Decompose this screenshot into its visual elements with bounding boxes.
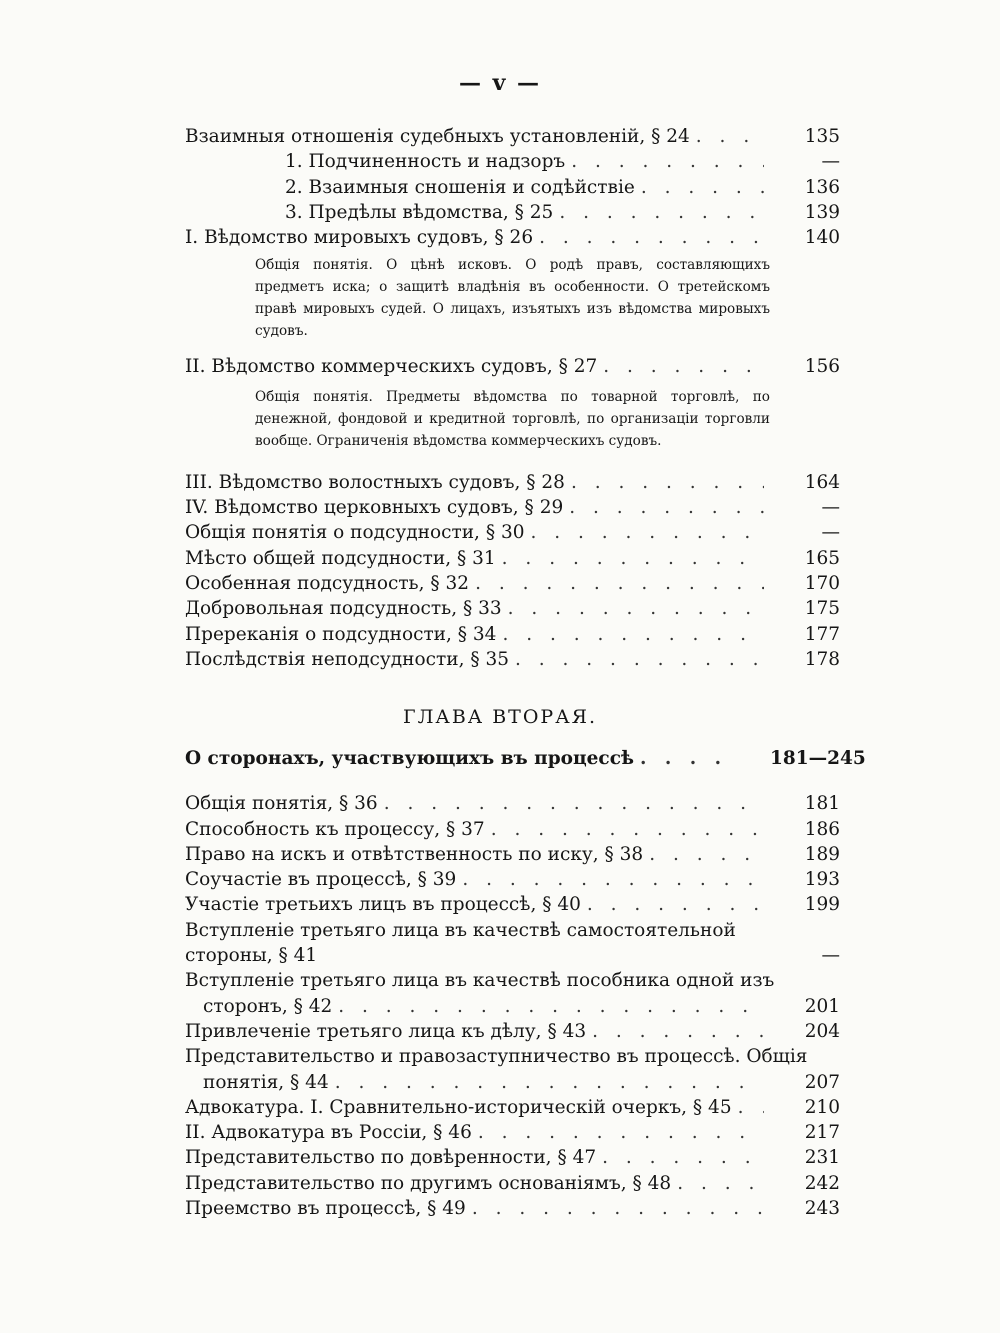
section-title: О сторонахъ, участвующихъ въ процессѣ xyxy=(185,748,634,769)
toc-title: Способность къ процессу, § 37 xyxy=(185,818,485,840)
toc-page: 201 xyxy=(804,995,840,1017)
toc-row xyxy=(185,200,840,225)
section-pages: 181—245 xyxy=(770,748,866,769)
page-number: — v — xyxy=(458,70,542,96)
toc-page: 189 xyxy=(804,843,840,865)
toc-page: 231 xyxy=(804,1147,840,1169)
toc-page: 204 xyxy=(804,1020,840,1042)
toc-title: Право на искъ и отвѣтственность по иску, § 38 xyxy=(185,843,644,865)
toc-row xyxy=(185,596,840,621)
toc-title-cont: понятія, § 44 xyxy=(203,1071,329,1093)
toc-row xyxy=(185,571,840,596)
toc-title: Представительство и правозаступничество въ процессѣ. Общія xyxy=(185,1046,808,1068)
toc-title: Адвокатура. I. Сравнительно-историческій очеркъ, § 45 xyxy=(185,1096,732,1118)
toc-page: 207 xyxy=(804,1071,840,1093)
toc-page: 210 xyxy=(804,1096,840,1118)
toc-row-line1 xyxy=(185,968,840,993)
toc-title: 2. Взаимныя сношенія и содѣйствіе xyxy=(285,176,635,198)
toc-title: I. Вѣдомство мировыхъ судовъ, § 26 xyxy=(185,227,534,249)
toc-row xyxy=(185,918,840,969)
toc-title: Послѣдствія неподсудности, § 35 xyxy=(185,648,510,670)
toc-page: 136 xyxy=(804,176,840,198)
toc-row xyxy=(185,225,840,250)
toc-title: Вступленіе третьяго лица въ качествѣ пособника одной изъ xyxy=(185,970,775,992)
toc-section-title-row xyxy=(185,746,866,771)
toc-title: Мѣсто общей подсудности, § 31 xyxy=(185,547,496,569)
toc-page: 170 xyxy=(804,572,840,594)
toc-page: 217 xyxy=(804,1122,840,1144)
toc-row-line2 xyxy=(185,1070,840,1095)
toc-title: Общія понятія о подсудности, § 30 xyxy=(185,522,525,544)
toc-row xyxy=(185,817,840,842)
toc-row xyxy=(185,149,840,174)
toc-page: — xyxy=(821,151,840,173)
toc-page: 140 xyxy=(804,227,840,249)
toc-page: 181 xyxy=(804,793,840,815)
toc-page: 193 xyxy=(804,869,840,891)
toc-title: Вступленіе третьяго лица въ качествѣ самостоятельной стороны, § 41 xyxy=(185,919,736,967)
toc-title: Соучастіе въ процессѣ, § 39 xyxy=(185,869,457,891)
toc-note: Общія понятія. Предметы вѣдомства по товарной торговлѣ, по денежной, фондовой и кредитной торговлѣ, по организаціи торговли вообще. Ограниченія вѣдомства коммерческихъ судовъ. xyxy=(255,388,770,449)
toc-row xyxy=(185,546,840,571)
toc-title: 3. Предѣлы вѣдомства, § 25 xyxy=(285,201,554,223)
toc-page: — xyxy=(821,497,840,519)
toc-page: 177 xyxy=(804,623,840,645)
toc-row-line1 xyxy=(185,1044,840,1069)
toc-note: Общія понятія. О цѣнѣ исковъ. О родѣ правъ, составляющихъ предметъ иска; о защитѣ владѣнія въ особенности. О третейскомъ правѣ мировыхъ судей. О лицахъ, изъятыхъ изъ вѣдомства мировыхъ судовъ. xyxy=(255,257,770,340)
toc-page: 199 xyxy=(804,894,840,916)
toc-section-2 xyxy=(185,746,866,1221)
toc-title-cont: сторонъ, § 42 xyxy=(203,995,333,1017)
toc-row xyxy=(185,1171,840,1196)
toc-title: II. Адвокатура въ Россіи, § 46 xyxy=(185,1122,472,1144)
toc-row xyxy=(185,175,840,200)
toc-title: Пререканія о подсудности, § 34 xyxy=(185,623,497,645)
toc-title: Преемство въ процессѣ, § 49 xyxy=(185,1198,466,1220)
toc-title: II. Вѣдомство коммерческихъ судовъ, § 27 xyxy=(185,356,598,378)
toc-title: Особенная подсудность, § 32 xyxy=(185,572,470,594)
toc-row xyxy=(185,1196,840,1221)
toc-row xyxy=(185,124,840,149)
toc-title: Общія понятія, § 36 xyxy=(185,793,378,815)
toc-page: 186 xyxy=(804,818,840,840)
chapter-heading: ГЛАВА ВТОРАЯ. xyxy=(403,706,597,728)
toc-page: 135 xyxy=(804,126,840,147)
toc-page: 156 xyxy=(804,356,840,378)
toc-row xyxy=(185,495,840,520)
toc-row xyxy=(185,1145,840,1170)
toc-title: Привлеченіе третьяго лица къ дѣлу, § 43 xyxy=(185,1020,587,1042)
toc-row xyxy=(185,1019,840,1044)
toc-row-line2 xyxy=(185,994,840,1019)
toc-title: Представительство по другимъ основаніямъ, § 48 xyxy=(185,1172,672,1194)
toc-page: — xyxy=(821,945,840,967)
toc-page: 242 xyxy=(804,1172,840,1194)
toc-page: — xyxy=(821,522,840,544)
toc-row xyxy=(185,791,840,816)
toc-title: Добровольная подсудность, § 33 xyxy=(185,598,502,620)
toc-title: Представительство по довѣренности, § 47 xyxy=(185,1147,597,1169)
toc-row xyxy=(185,867,840,892)
toc-row xyxy=(185,470,840,495)
toc-row xyxy=(185,354,840,379)
toc-page: 165 xyxy=(804,547,840,569)
toc-page: 243 xyxy=(804,1198,840,1220)
toc-title: IV. Вѣдомство церковныхъ судовъ, § 29 xyxy=(185,497,564,519)
toc-page: 139 xyxy=(804,201,840,223)
toc-row xyxy=(185,1095,840,1120)
toc-section-1 xyxy=(185,124,840,672)
toc-page: 175 xyxy=(804,598,840,620)
toc-row xyxy=(185,842,840,867)
toc-title: 1. Подчиненность и надзоръ xyxy=(285,151,566,173)
toc-page: 164 xyxy=(804,471,840,493)
toc-title: Взаимныя отношенія судебныхъ установленій, § 24 xyxy=(185,126,690,147)
toc-page: 178 xyxy=(804,648,840,670)
toc-row xyxy=(185,892,840,917)
toc-title: III. Вѣдомство волостныхъ судовъ, § 28 xyxy=(185,471,565,493)
toc-row xyxy=(185,1120,840,1145)
toc-title: Участіе третьихъ лицъ въ процессѣ, § 40 xyxy=(185,894,581,916)
toc-row xyxy=(185,520,840,545)
toc-row xyxy=(185,647,840,672)
toc-row xyxy=(185,622,840,647)
